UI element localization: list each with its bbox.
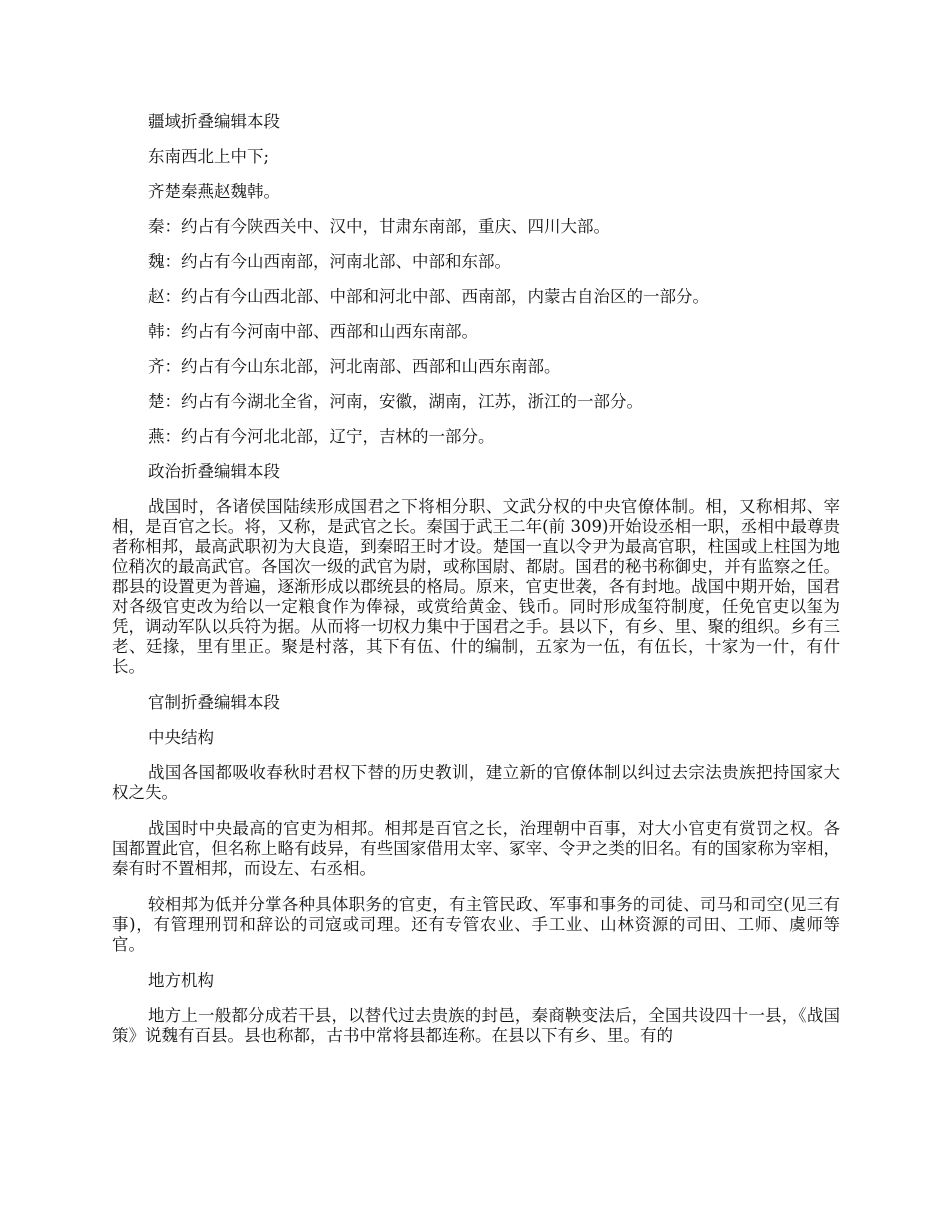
- central-paragraph-3: 较相邦为低并分掌各种具体职务的官吏，有主管民政、军事和事务的司徒、司马和司空(见三有事)，有管理刑罚和辞讼的司寇或司理。还有专管农业、手工业、山林资源的司田、工师、虞师等官。: [112, 895, 840, 954]
- section-heading-officials: 官制折叠编辑本段: [148, 693, 280, 712]
- territory-qin: 秦：约占有今陕西关中、汉中，甘肃东南部，重庆、四川大部。: [148, 217, 610, 236]
- territory-wei: 魏：约占有今山西南部，河南北部、中部和东部。: [148, 252, 511, 271]
- local-paragraph-1: 地方上一般都分成若干县，以替代过去贵族的封邑，秦商鞅变法后，全国共设四十一县，《战国策》说魏有百县。县也称都，古书中常将县都连称。在县以下有乡、里。有的: [112, 1006, 840, 1045]
- territory-qi: 齐：约占有今山东北部，河北南部、西部和山西东南部。: [148, 357, 561, 376]
- politics-paragraph: 战国时，各诸侯国陆续形成国君之下将相分职、文武分权的中央官僚体制。相，又称相邦、宰相，是百官之长。将，又称，是武官之长。秦国于武王二年(前 309)开始设丞相一职，丞相中最尊贵者称相邦，最高武职初为大良造，到秦昭王时才设。楚国一直以令尹为最高官职，柱国或上柱国为地位稍次的最高武官。各国次一级的武官为尉，或称国尉、都尉。国君的秘书称御史，并有监察之任。郡县的设置更为普遍，逐渐形成以郡统县的格局。原来，官吏世袭，各有封地。战国中期开始，国君对各级官吏改为给以一定粮食作为俸禄，或赏给黄金、钱币。同时形成玺符制度，任免官吏以玺为凭，调动军队以兵符为据。从而将一切权力集中于国君之手。县以下，有乡、里、聚的组织。乡有三老、廷掾，里有里正。聚是村落，其下有伍、什的编制，五家为一伍，有伍长，十家为一什，有什长。: [112, 497, 840, 676]
- territory-yan: 燕：约占有今河北北部，辽宁，吉林的一部分。: [148, 427, 495, 446]
- territory-han: 韩：约占有今河南中部、西部和山西东南部。: [148, 322, 478, 341]
- territory-zhao: 赵：约占有今山西北部、中部和河北中部、西南部，内蒙古自治区的一部分。: [148, 287, 709, 306]
- text-line: 齐楚秦燕赵魏韩。: [148, 182, 280, 201]
- document-page: [112, 112, 840, 1062]
- central-paragraph-1: 战国各国都吸收春秋时君权下替的历史教训，建立新的官僚体制以纠过去宗法贵族把持国家大权之失。: [112, 763, 840, 802]
- section-heading-territory: 疆域折叠编辑本段: [148, 112, 280, 131]
- section-heading-politics: 政治折叠编辑本段: [148, 462, 280, 481]
- territory-chu: 楚：约占有今湖北全省，河南，安徽，湖南，江苏，浙江的一部分。: [148, 392, 643, 411]
- subheading-central: 中央结构: [148, 728, 214, 747]
- text-line: 东南西北上中下;: [148, 147, 270, 166]
- subheading-local: 地方机构: [148, 971, 214, 990]
- central-paragraph-2: 战国时中央最高的官吏为相邦。相邦是百官之长，治理朝中百事，对大小官吏有赏罚之权。各国都置此官，但名称上略有歧异，有些国家借用太宰、冢宰、令尹之类的旧名。有的国家称为宰相，秦有时不置相邦，而设左、右丞相。: [112, 819, 840, 878]
